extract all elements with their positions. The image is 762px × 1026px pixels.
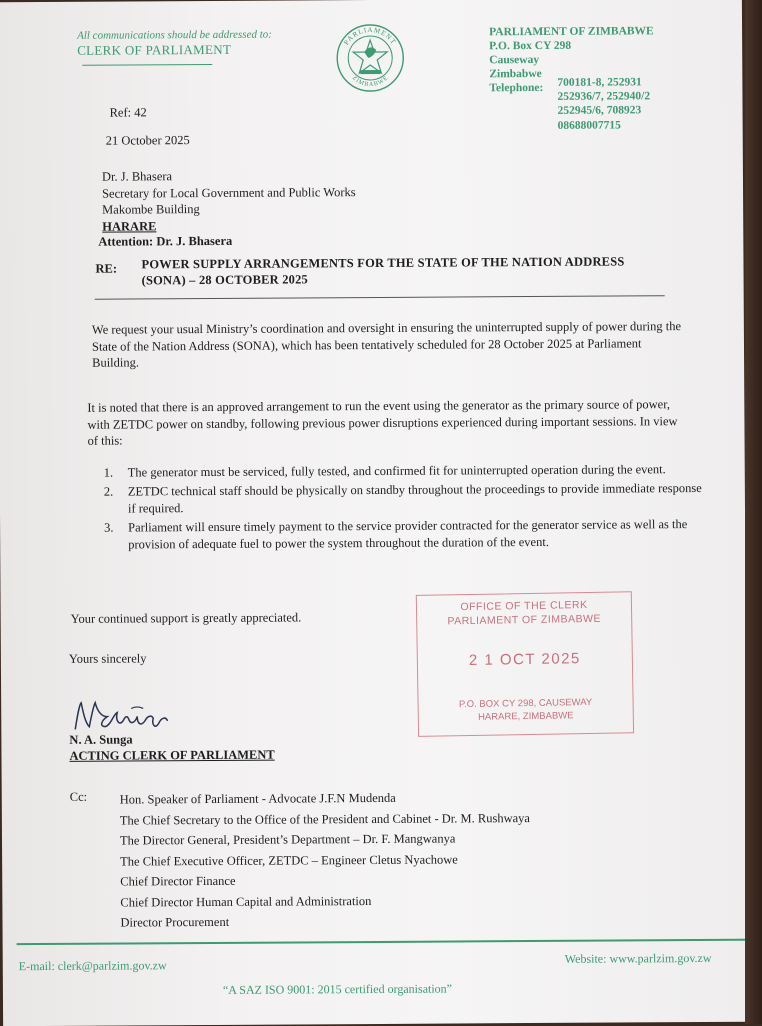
letter-date: 21 October 2025 xyxy=(105,133,190,148)
cc-item: The Chief Executive Officer, ZETDC – Engineer Cletus Nyachowe xyxy=(120,851,458,869)
stamp-date: 2 1 OCT 2025 xyxy=(468,650,581,669)
paragraph-arrangement: It is noted that there is an approved arrangement to run the event using the generator as the primary source of power, with ZETDC power on standby, following previous power disruptions experienced during important sessions. In view of this: xyxy=(87,397,678,448)
re-label: RE: xyxy=(95,261,118,276)
phone-line: 700181-8, 252931 xyxy=(557,76,642,89)
cc-item: The Chief Secretary to the Office of the President and Cabinet - Dr. M. Rushwaya xyxy=(119,810,530,828)
list-number: 2. xyxy=(103,484,114,499)
attention-line: Attention: Dr. J. Bhasera xyxy=(98,233,233,249)
phone-line: 08688007715 xyxy=(557,119,621,132)
telephone-label: Telephone: xyxy=(489,81,544,95)
signer-block xyxy=(69,731,274,764)
footer-email: E-mail: clerk@parlzim.gov.zw xyxy=(18,958,167,974)
footer-website: Website: www.parlzim.gov.zw xyxy=(564,950,712,966)
svg-text:ZIMBABWE xyxy=(351,75,390,88)
footer-rule xyxy=(17,939,759,946)
country: Zimbabwe xyxy=(489,67,542,81)
phone-line: 252945/6, 708923 xyxy=(557,104,642,118)
signer-name: N. A. Sunga xyxy=(69,732,133,747)
list-item xyxy=(104,480,704,518)
po-box: P.O. Box CY 298 xyxy=(489,39,572,53)
cc-item: Hon. Speaker of Parliament - Advocate J.F.N Mudenda xyxy=(119,790,396,807)
stamp-line-4: HARARE, ZIMBABWE xyxy=(477,710,574,723)
closing-support: Your continued support is greatly appreciated. xyxy=(70,610,302,626)
subject-line-1: POWER SUPPLY ARRANGEMENTS FOR THE STATE OF THE NATION ADDRESS xyxy=(141,254,625,272)
requirements-list xyxy=(104,461,705,556)
received-stamp xyxy=(416,591,634,737)
org-name: PARLIAMENT OF ZIMBABWE xyxy=(489,25,654,39)
list-number: 1. xyxy=(103,465,114,480)
cc-item: Chief Director Finance xyxy=(120,873,236,889)
list-text: The generator must be serviced, fully tested, and confirmed fit for uninterrupted operation during the event. xyxy=(127,462,666,480)
list-number: 3. xyxy=(104,520,114,535)
list-text: ZETDC technical staff should be physically on standby throughout the proceedings to provide immediate response if required. xyxy=(127,480,702,516)
address-note: All communications should be addressed to: xyxy=(77,28,272,42)
desk-background xyxy=(745,0,762,1024)
stamp-line-2: PARLIAMENT OF ZIMBABWE xyxy=(447,612,602,628)
cc-item: Director Procurement xyxy=(120,914,230,930)
footer-iso: “A SAZ ISO 9001: 2015 certified organisation” xyxy=(222,981,453,997)
stamp-line-1: OFFICE OF THE CLERK xyxy=(460,599,588,614)
recipient-city: HARARE xyxy=(102,218,157,234)
subject-line xyxy=(141,253,624,288)
stamp-line-3: P.O. BOX CY 298, CAUSEWAY xyxy=(458,696,593,711)
sign-off: Yours sincerely xyxy=(68,651,147,666)
paragraph-request: We request your usual Ministry’s coordination and oversight in ensuring the uninterrupted supply of power during the State of the Nation Address (SONA), which has been tentatively scheduled for 28 October 2025 at Parliament Building. xyxy=(91,319,682,370)
cc-list xyxy=(120,787,531,933)
recipient-name: Dr. J. Bhasera xyxy=(101,169,173,184)
recipient-address xyxy=(102,167,356,235)
list-item xyxy=(104,516,704,554)
cc-item: Chief Director Human Capital and Administration xyxy=(120,893,372,910)
phone-numbers xyxy=(557,75,650,132)
area: Causeway xyxy=(489,53,540,67)
parliament-emblem-icon xyxy=(334,22,406,94)
recipient-building: Makombe Building xyxy=(102,202,200,217)
subject-rule xyxy=(95,295,665,299)
heading-rule xyxy=(82,64,212,66)
subject-line-2: (SONA) – 28 OCTOBER 2025 xyxy=(141,272,309,288)
cc-item: The Director General, President’s Department – Dr. F. Mangwanya xyxy=(119,831,456,848)
clerk-heading: CLERK OF PARLIAMENT xyxy=(77,41,232,58)
list-item xyxy=(104,461,704,482)
list-text: Parliament will ensure timely payment to the service provider contracted for the generator service as well as the provision of adequate fuel to power the system throughout the duration of the event. xyxy=(128,517,688,552)
phone-line: 252936/7, 252940/2 xyxy=(557,90,651,104)
signer-title: ACTING CLERK OF PARLIAMENT xyxy=(69,747,275,763)
reference: Ref: 42 xyxy=(109,105,147,120)
emblem-text-top: PARLIAMENT xyxy=(342,25,398,47)
emblem-text-bottom: ZIMBABWE xyxy=(350,74,390,89)
cc-label: Cc: xyxy=(69,789,88,804)
signature-icon xyxy=(71,694,181,735)
recipient-title: Secretary for Local Government and Public Works xyxy=(102,184,356,201)
